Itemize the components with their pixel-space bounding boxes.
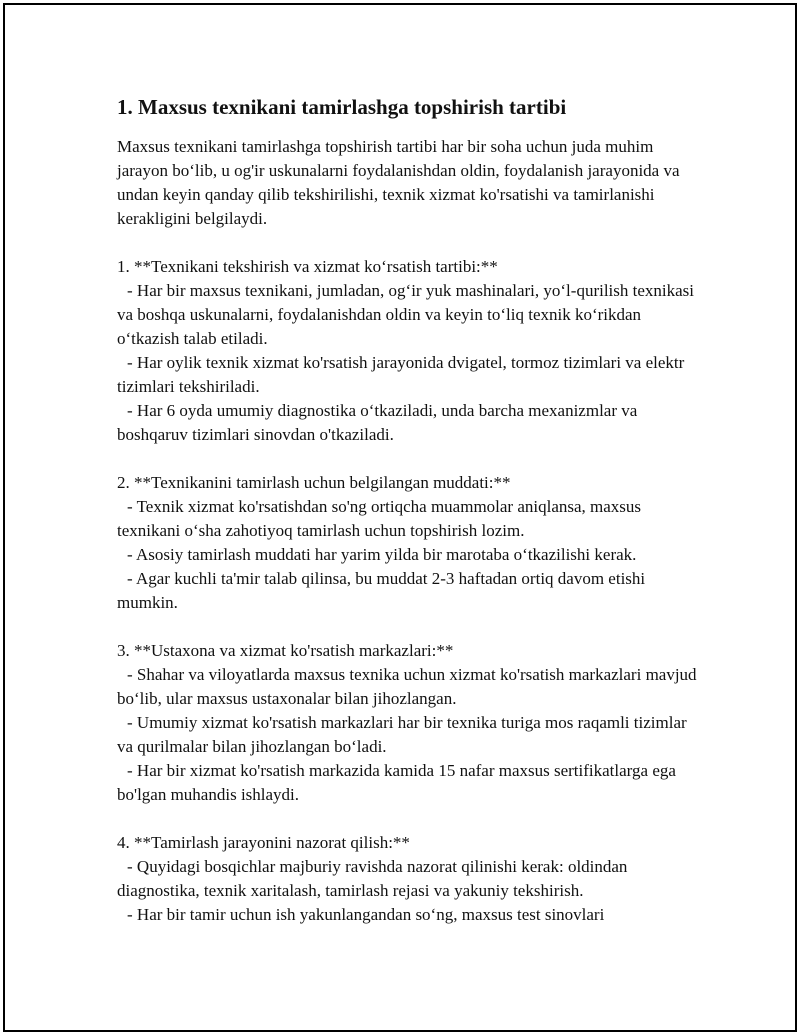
document-body (117, 94, 697, 927)
bullet-item: - Umumiy xizmat ko'rsatish markazlari har bir texnika turiga mos raqamli tizimlar va qurilmalar bilan jihozlangan bo‘ladi. (117, 713, 687, 756)
bullet-item: - Quyidagi bosqichlar majburiy ravishda nazorat qilinishi kerak: oldindan diagnostika, texnik xaritalash, tamirlash rejasi va yakuniy tekshirish. (117, 857, 628, 900)
section-title: 4. **Tamirlash jarayonini nazorat qilish:** (117, 833, 410, 852)
bullet-item: - Har oylik texnik xizmat ko'rsatish jarayonida dvigatel, tormoz tizimlari va elektr tizimlari tekshiriladi. (117, 353, 685, 396)
bullet-item: - Shahar va viloyatlarda maxsus texnika uchun xizmat ko'rsatish markazlari mavjud bo‘lib, ular maxsus ustaxonalar bilan jihozlangan. (117, 665, 697, 708)
section-repair-control (117, 831, 697, 927)
section-inspection (117, 255, 697, 447)
bullet-item: - Har bir tamir uchun ish yakunlangandan so‘ng, maxsus test sinovlari (127, 905, 605, 924)
document-heading: 1. Maxsus texnikani tamirlashga topshirish tartibi (117, 95, 567, 119)
section-service-centers (117, 639, 697, 807)
section-repair-deadline (117, 471, 697, 615)
bullet-item: - Har bir maxsus texnikani, jumladan, og‘ir yuk mashinalari, yo‘l-qurilish texnikasi va boshqa uskunalarni, foydalanishdan oldin va keyin to‘liq texnik ko‘rikdan o‘tkazish talab etiladi. (117, 281, 695, 348)
bullet-item: - Har bir xizmat ko'rsatish markazida kamida 15 nafar maxsus sertifikatlarga ega bo'lgan muhandis ishlaydi. (117, 761, 676, 804)
section-title: 2. **Texnikanini tamirlash uchun belgilangan muddati:** (117, 473, 511, 492)
bullet-item: - Har 6 oyda umumiy diagnostika o‘tkaziladi, unda barcha mexanizmlar va boshqaruv tizimlari sinovdan o'tkaziladi. (117, 401, 638, 444)
intro-paragraph: Maxsus texnikani tamirlashga topshirish tartibi har bir soha uchun juda muhim jarayon bo‘lib, u og'ir uskunalarni foydalanishdan oldin, foydalanish jarayonida va undan keyin qanday qilib tekshirilishi, texnik xizmat ko'rsatishi va tamirlanishi kerakligini belgilaydi. (117, 137, 680, 228)
bullet-item: - Texnik xizmat ko'rsatishdan so'ng ortiqcha muammolar aniqlansa, maxsus texnikani o‘sha zahotiyoq tamirlash uchun topshirish lozim. (117, 497, 642, 540)
section-title: 1. **Texnikani tekshirish va xizmat ko‘rsatish tartibi:** (117, 257, 498, 276)
bullet-item: - Asosiy tamirlash muddati har yarim yilda bir marotaba o‘tkazilishi kerak. (127, 545, 637, 564)
bullet-item: - Agar kuchli ta'mir talab qilinsa, bu muddat 2-3 haftadan ortiq davom etishi mumkin. (117, 569, 646, 612)
section-title: 3. **Ustaxona va xizmat ko'rsatish markazlari:** (117, 641, 454, 660)
